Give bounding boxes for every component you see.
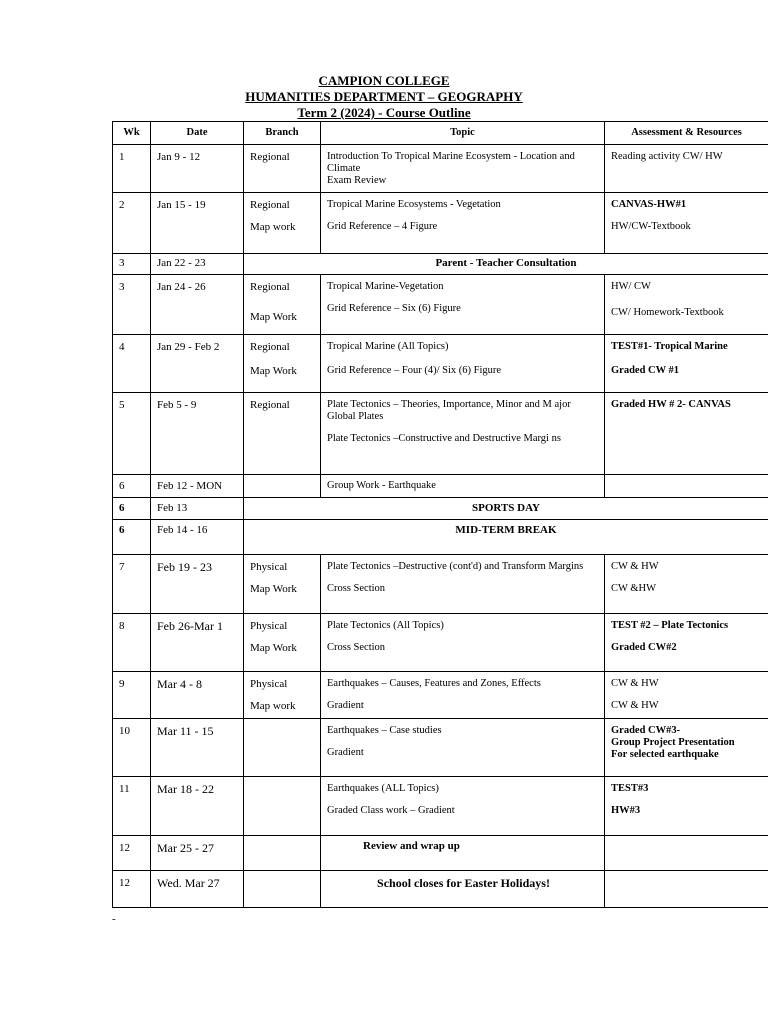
branch-cell: Regional <box>244 145 321 193</box>
branch-text: Map work <box>250 221 296 233</box>
topic-text: Tropical Marine (All Topics) <box>327 341 449 352</box>
topic-text: Earthquakes – Causes, Features and Zones, Effects <box>327 678 541 689</box>
col-header-topic: Topic <box>321 122 605 145</box>
topic-text: Plate Tectonics –Constructive and Destructive Margi ns <box>327 433 561 444</box>
wk-cell: 6 <box>113 520 151 555</box>
assessment-cell <box>605 871 768 908</box>
topic-cell <box>321 145 605 193</box>
wk-cell: 3 <box>113 275 151 335</box>
topic-cell <box>321 555 605 614</box>
event-cell: SPORTS DAY <box>244 498 768 520</box>
topic-cell <box>321 672 605 719</box>
branch-cell <box>244 555 321 614</box>
topic-text: Exam Review <box>327 175 387 186</box>
branch-text: Regional <box>250 281 290 293</box>
topic-text: Plate Tectonics –Destructive (cont'd) and Transform Margins <box>327 561 584 572</box>
branch-text: Physical <box>250 678 288 690</box>
event-cell: MID-TERM BREAK <box>244 520 768 555</box>
assessment-cell <box>605 335 768 393</box>
wk-cell: 4 <box>113 335 151 393</box>
assessment-cell <box>605 275 768 335</box>
date-cell: Feb 19 - 23 <box>151 555 244 614</box>
table-row <box>113 871 768 908</box>
branch-cell <box>244 475 321 498</box>
topic-text: Plate Tectonics (All Topics) <box>327 620 444 631</box>
date-cell: Feb 14 - 16 <box>151 520 244 555</box>
wk-cell: 12 <box>113 871 151 908</box>
assessment-text: TEST#3 <box>611 783 649 794</box>
topic-text: Review and wrap up <box>363 840 460 852</box>
branch-cell <box>244 614 321 672</box>
date-cell: Mar 11 - 15 <box>151 719 244 777</box>
assessment-cell <box>605 719 768 777</box>
branch-text: Regional <box>250 341 290 353</box>
assessment-text: TEST#1- Tropical Marine <box>611 341 728 352</box>
wk-cell: 11 <box>113 777 151 836</box>
topic-text: Grid Reference – Four (4)/ Six (6) Figure <box>327 365 502 376</box>
wk-cell: 12 <box>113 836 151 871</box>
topic-text: Cross Section <box>327 583 386 594</box>
table-row <box>113 520 768 555</box>
assessment-text: CW &HW <box>611 583 657 594</box>
date-cell: Mar 4 - 8 <box>151 672 244 719</box>
branch-text: Physical <box>250 561 288 573</box>
college-name: CAMPION COLLEGE <box>318 73 450 88</box>
date-cell: Jan 9 - 12 <box>151 145 244 193</box>
topic-text: Introduction To Tropical Marine Ecosystem - Location and Climate <box>327 151 575 174</box>
table-row <box>113 672 768 719</box>
wk-cell: 2 <box>113 193 151 254</box>
table-row <box>113 275 768 335</box>
table-row <box>113 335 768 393</box>
branch-cell <box>244 193 321 254</box>
branch-text: Physical <box>250 620 288 632</box>
topic-text: Grid Reference – Six (6) Figure <box>327 303 461 314</box>
topic-text: Gradient <box>327 700 364 711</box>
topic-cell <box>321 719 605 777</box>
wk-cell: 5 <box>113 393 151 475</box>
assessment-text: Graded CW#3- <box>611 725 681 736</box>
col-header-assessment: Assessment & Resources <box>605 122 768 145</box>
topic-text: Graded Class work – Gradient <box>327 805 455 816</box>
branch-text: Map Work <box>250 583 297 595</box>
topic-cell <box>321 836 605 871</box>
topic-text: Earthquakes (ALL Topics) <box>327 783 439 794</box>
date-cell: Wed. Mar 27 <box>151 871 244 908</box>
table-row <box>113 498 768 520</box>
wk-cell: 8 <box>113 614 151 672</box>
department-title: HUMANITIES DEPARTMENT – GEOGRAPHY <box>245 89 523 104</box>
date-cell: Jan 15 - 19 <box>151 193 244 254</box>
table-row <box>113 614 768 672</box>
topic-cell <box>321 393 605 475</box>
wk-cell: 10 <box>113 719 151 777</box>
assessment-cell: Reading activity CW/ HW <box>605 145 768 193</box>
date-cell: Feb 26-Mar 1 <box>151 614 244 672</box>
assessment-cell <box>605 193 768 254</box>
assessment-cell <box>605 555 768 614</box>
footer-dash: - <box>112 913 116 925</box>
assessment-text: TEST #2 – Plate Tectonics <box>611 620 729 631</box>
table-row <box>113 254 768 275</box>
branch-text: Map Work <box>250 311 297 323</box>
wk-cell: 9 <box>113 672 151 719</box>
date-cell: Feb 13 <box>151 498 244 520</box>
table-row <box>113 555 768 614</box>
assessment-text: CW/ Homework-Textbook <box>611 307 724 318</box>
topic-cell <box>321 193 605 254</box>
assessment-cell <box>605 614 768 672</box>
topic-text: Plate Tectonics – Theories, Importance, Minor and M ajor Global Plates <box>327 399 571 422</box>
branch-text: Regional <box>250 199 290 211</box>
assessment-text: CW & HW <box>611 700 659 711</box>
topic-cell <box>321 614 605 672</box>
assessment-text: HW#3 <box>611 805 641 816</box>
branch-cell <box>244 871 321 908</box>
assessment-text: CW & HW <box>611 561 659 572</box>
wk-cell: 7 <box>113 555 151 614</box>
wk-cell: 1 <box>113 145 151 193</box>
topic-text: Tropical Marine-Vegetation <box>327 281 444 292</box>
topic-cell <box>321 275 605 335</box>
table-row <box>113 719 768 777</box>
date-cell: Jan 22 - 23 <box>151 254 244 275</box>
wk-cell: 3 <box>113 254 151 275</box>
assessment-cell <box>605 475 768 498</box>
topic-text: Cross Section <box>327 642 386 653</box>
branch-cell: Regional <box>244 393 321 475</box>
table-row <box>113 836 768 871</box>
course-outline-table <box>112 121 768 908</box>
assessment-cell <box>605 836 768 871</box>
table-row <box>113 145 768 193</box>
branch-cell <box>244 335 321 393</box>
branch-cell <box>244 777 321 836</box>
wk-cell: 6 <box>113 475 151 498</box>
topic-text: Earthquakes – Case studies <box>327 725 442 736</box>
assessment-text: CANVAS-HW#1 <box>611 199 687 210</box>
topic-cell: School closes for Easter Holidays! <box>321 871 605 908</box>
event-cell: Parent - Teacher Consultation <box>244 254 768 275</box>
wk-cell: 6 <box>113 498 151 520</box>
date-cell: Feb 12 - MON <box>151 475 244 498</box>
date-cell: Feb 5 - 9 <box>151 393 244 475</box>
branch-cell <box>244 672 321 719</box>
col-header-branch: Branch <box>244 122 321 145</box>
branch-cell <box>244 719 321 777</box>
assessment-cell <box>605 672 768 719</box>
assessment-text: CW & HW <box>611 678 659 689</box>
col-header-wk: Wk <box>113 122 151 145</box>
date-cell: Mar 18 - 22 <box>151 777 244 836</box>
topic-text: Gradient <box>327 747 364 758</box>
assessment-text: HW/ CW <box>611 281 651 292</box>
topic-cell <box>321 777 605 836</box>
topic-text: Tropical Marine Ecosystems - Vegetation <box>327 199 501 210</box>
table-header-row <box>113 122 768 145</box>
table-row <box>113 777 768 836</box>
assessment-text: HW/CW-Textbook <box>611 221 691 232</box>
branch-text: Map Work <box>250 642 297 654</box>
branch-cell <box>244 275 321 335</box>
assessment-cell <box>605 777 768 836</box>
table-row <box>113 393 768 475</box>
assessment-text: Graded CW#2 <box>611 642 677 653</box>
date-cell: Jan 24 - 26 <box>151 275 244 335</box>
branch-cell <box>244 836 321 871</box>
topic-text: Grid Reference – 4 Figure <box>327 221 438 232</box>
assessment-text: Graded CW #1 <box>611 365 680 376</box>
date-cell: Mar 25 - 27 <box>151 836 244 871</box>
term-title: Term 2 (2024) - Course Outline <box>297 105 471 120</box>
assessment-cell: Graded HW # 2- CANVAS <box>605 393 768 475</box>
assessment-text: Group Project Presentation <box>611 737 735 748</box>
branch-text: Map Work <box>250 365 297 377</box>
branch-text: Map work <box>250 700 296 712</box>
assessment-text: For selected earthquake <box>611 749 719 760</box>
table-row <box>113 475 768 498</box>
col-header-date: Date <box>151 122 244 145</box>
date-cell: Jan 29 - Feb 2 <box>151 335 244 393</box>
topic-cell: Group Work - Earthquake <box>321 475 605 498</box>
topic-cell <box>321 335 605 393</box>
table-row <box>113 193 768 254</box>
